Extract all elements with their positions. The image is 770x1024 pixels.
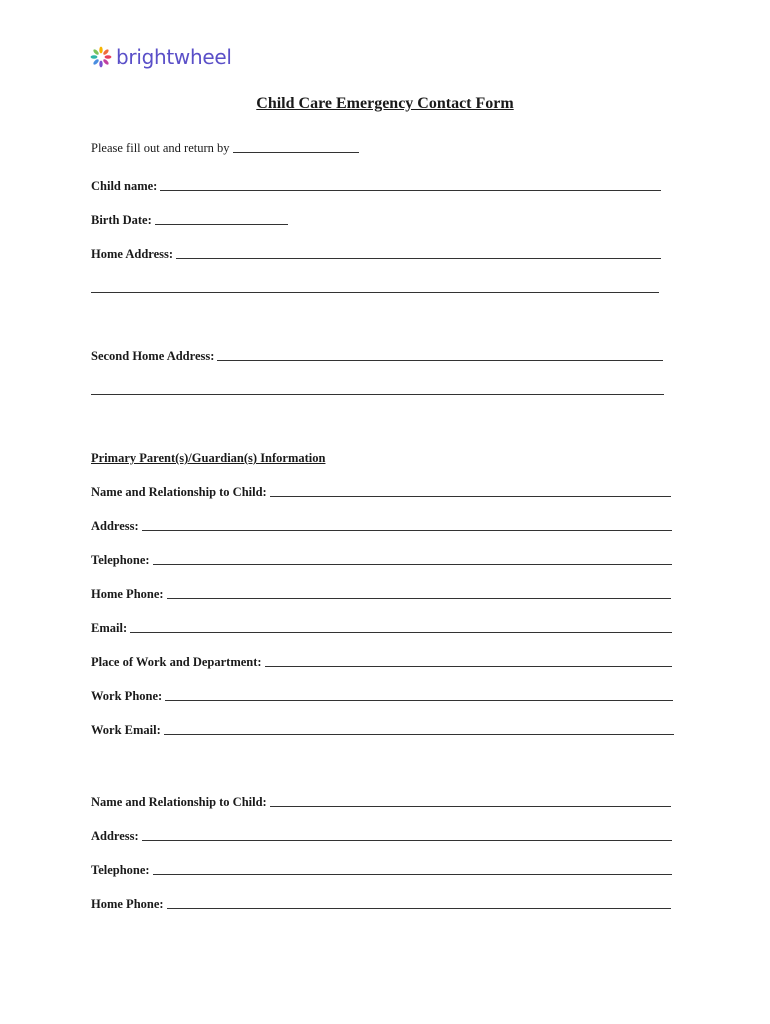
home-address-line-2-field[interactable] [91, 292, 659, 293]
guardian-2-address-row [91, 826, 672, 844]
child-name-field[interactable] [160, 190, 661, 191]
guardian-2-home-phone-field[interactable] [167, 908, 671, 909]
guardian-1-email-row [91, 618, 672, 636]
return-by-field[interactable] [233, 152, 359, 153]
guardian-1-email-field[interactable] [130, 632, 672, 633]
guardian-2-name-label: Name and Relationship to Child: [91, 795, 267, 809]
form-title: Child Care Emergency Contact Form [256, 95, 514, 112]
guardian-1-home-phone-row [91, 584, 671, 602]
second-home-address-line-2-row [91, 380, 664, 398]
guardian-1-work-email-field[interactable] [164, 734, 674, 735]
guardian-2-home-phone-label: Home Phone: [91, 897, 164, 911]
home-address-field[interactable] [176, 258, 661, 259]
guardian-1-work-place-field[interactable] [265, 666, 672, 667]
guardian-1-work-email-label: Work Email: [91, 723, 161, 737]
guardian-1-name-field[interactable] [270, 496, 671, 497]
logo-petal [99, 47, 102, 54]
guardian-1-work-phone-label: Work Phone: [91, 689, 163, 703]
guardian-2-address-field[interactable] [142, 840, 672, 841]
guardian-2-address-label: Address: [91, 829, 139, 843]
logo-petal [92, 48, 99, 55]
logo-petal [92, 58, 99, 65]
guardian-2-telephone-label: Telephone: [91, 863, 150, 877]
second-home-address-line-2-field[interactable] [91, 394, 664, 395]
guardian-1-address-label: Address: [91, 519, 139, 533]
return-by-label: Please fill out and return by [91, 141, 230, 155]
logo-petal [99, 61, 102, 68]
guardian-1-work-phone-row [91, 686, 673, 704]
guardian-2-home-phone-row [91, 894, 671, 912]
home-address-line-2-row [91, 278, 659, 296]
guardian-1-address-field[interactable] [142, 530, 672, 531]
guardian-1-home-phone-field[interactable] [167, 598, 671, 599]
guardian-2-telephone-row [91, 860, 672, 878]
birth-date-row [91, 210, 288, 228]
birth-date-field[interactable] [155, 224, 288, 225]
primary-guardians-heading: Primary Parent(s)/Guardian(s) Information [91, 451, 326, 465]
child-name-label: Child name: [91, 179, 158, 193]
guardian-1-address-row [91, 516, 672, 534]
guardian-1-work-place-label: Place of Work and Department: [91, 655, 262, 669]
guardian-2-name-field[interactable] [270, 806, 671, 807]
guardian-1-work-place-row [91, 652, 672, 670]
guardian-1-home-phone-label: Home Phone: [91, 587, 164, 601]
guardian-2-name-row [91, 792, 671, 810]
brightwheel-logo-mark-icon [90, 46, 112, 68]
logo-petal [102, 48, 109, 55]
second-home-address-row [91, 346, 663, 364]
guardian-1-work-phone-field[interactable] [165, 700, 673, 701]
logo-petal [105, 55, 112, 58]
return-by-row [91, 138, 359, 156]
second-home-address-field[interactable] [217, 360, 663, 361]
guardian-1-telephone-row [91, 550, 672, 568]
logo-petal [91, 55, 98, 58]
guardian-1-email-label: Email: [91, 621, 128, 635]
guardian-1-name-label: Name and Relationship to Child: [91, 485, 267, 499]
home-address-label: Home Address: [91, 247, 174, 261]
birth-date-label: Birth Date: [91, 213, 152, 227]
home-address-row [91, 244, 661, 262]
brand-name: brightwheel [116, 45, 232, 69]
logo-petal [102, 58, 109, 65]
brightwheel-logo [90, 44, 232, 70]
guardian-1-work-email-row [91, 720, 674, 738]
guardian-1-telephone-label: Telephone: [91, 553, 150, 567]
child-name-row [91, 176, 661, 194]
guardian-1-telephone-field[interactable] [153, 564, 672, 565]
second-home-address-label: Second Home Address: [91, 349, 215, 363]
guardian-1-name-row [91, 482, 671, 500]
guardian-2-telephone-field[interactable] [153, 874, 672, 875]
